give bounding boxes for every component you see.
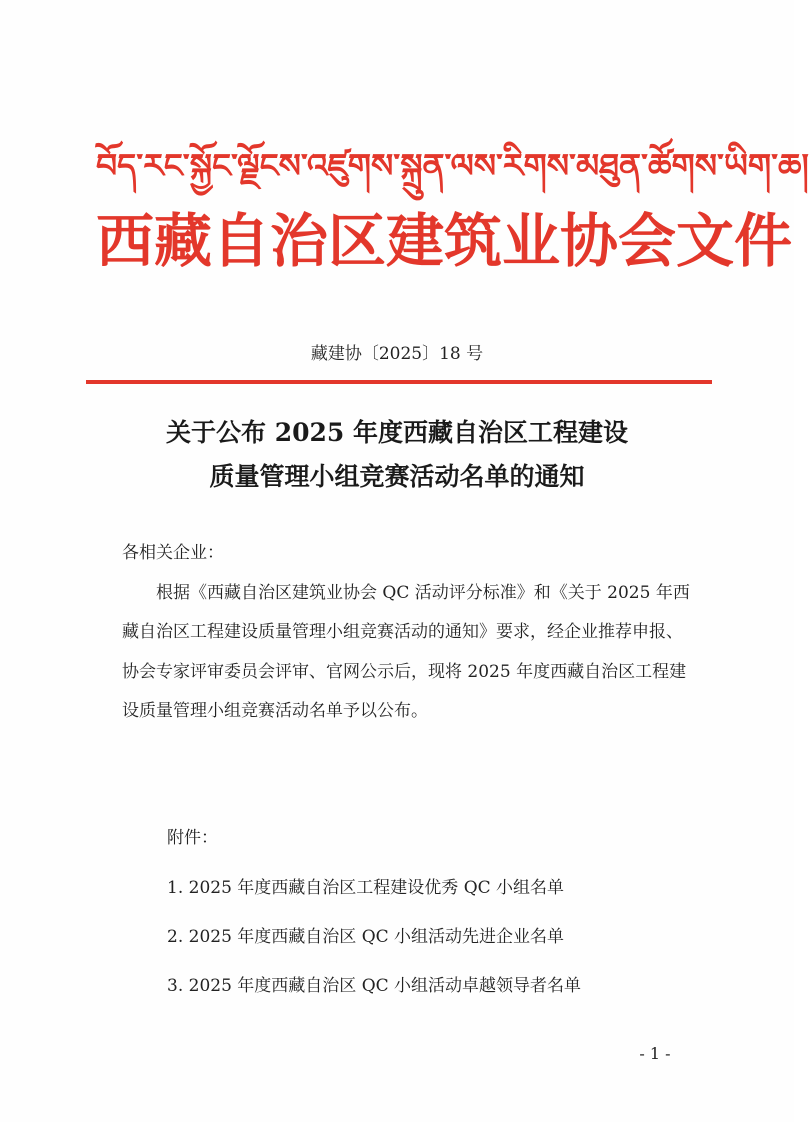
attachment-item-3: 3. 2025 年度西藏自治区 QC 小组活动卓越领导者名单 (167, 976, 582, 996)
notice-body (122, 534, 692, 732)
attachments-label: 附件： (167, 828, 218, 848)
attachment-item-1: 1. 2025 年度西藏自治区工程建设优秀 QC 小组名单 (167, 878, 565, 898)
document-number: 藏建协〔2025〕18 号 (310, 344, 484, 364)
salutation: 各相关企业： (122, 543, 224, 563)
attachment-item-2: 2. 2025 年度西藏自治区 QC 小组活动先进企业名单 (167, 927, 565, 947)
notice-title (60, 411, 734, 499)
red-divider (86, 380, 712, 384)
notice-title-line-1: 关于公布 2025 年度西藏自治区工程建设 (166, 418, 628, 447)
page-number: - 1 - (639, 1044, 671, 1063)
main-paragraph: 根据《西藏自治区建筑业协会 QC 活动评分标准》和《关于 2025 年西藏自治区工程建设质量管理小组竞赛活动的通知》要求，经企业推荐申报、协会专家评审委员会评审、官网公示后，现将 2025 年度西藏自治区工程建设质量管理小组竞赛活动名单予以公布。 (122, 582, 690, 722)
tibetan-header: བོད་རང་སྐྱོང་ལྗོངས་འཛུགས་སྐྲུན་ལས་རིགས་མཐུན་ཚོགས་ཡིག་ཆ། (96, 146, 809, 185)
organization-title: 西藏自治区建筑业协会文件 (96, 207, 793, 275)
notice-title-line-2: 质量管理小组竞赛活动名单的通知 (209, 462, 585, 491)
attachments-section (167, 823, 717, 1020)
